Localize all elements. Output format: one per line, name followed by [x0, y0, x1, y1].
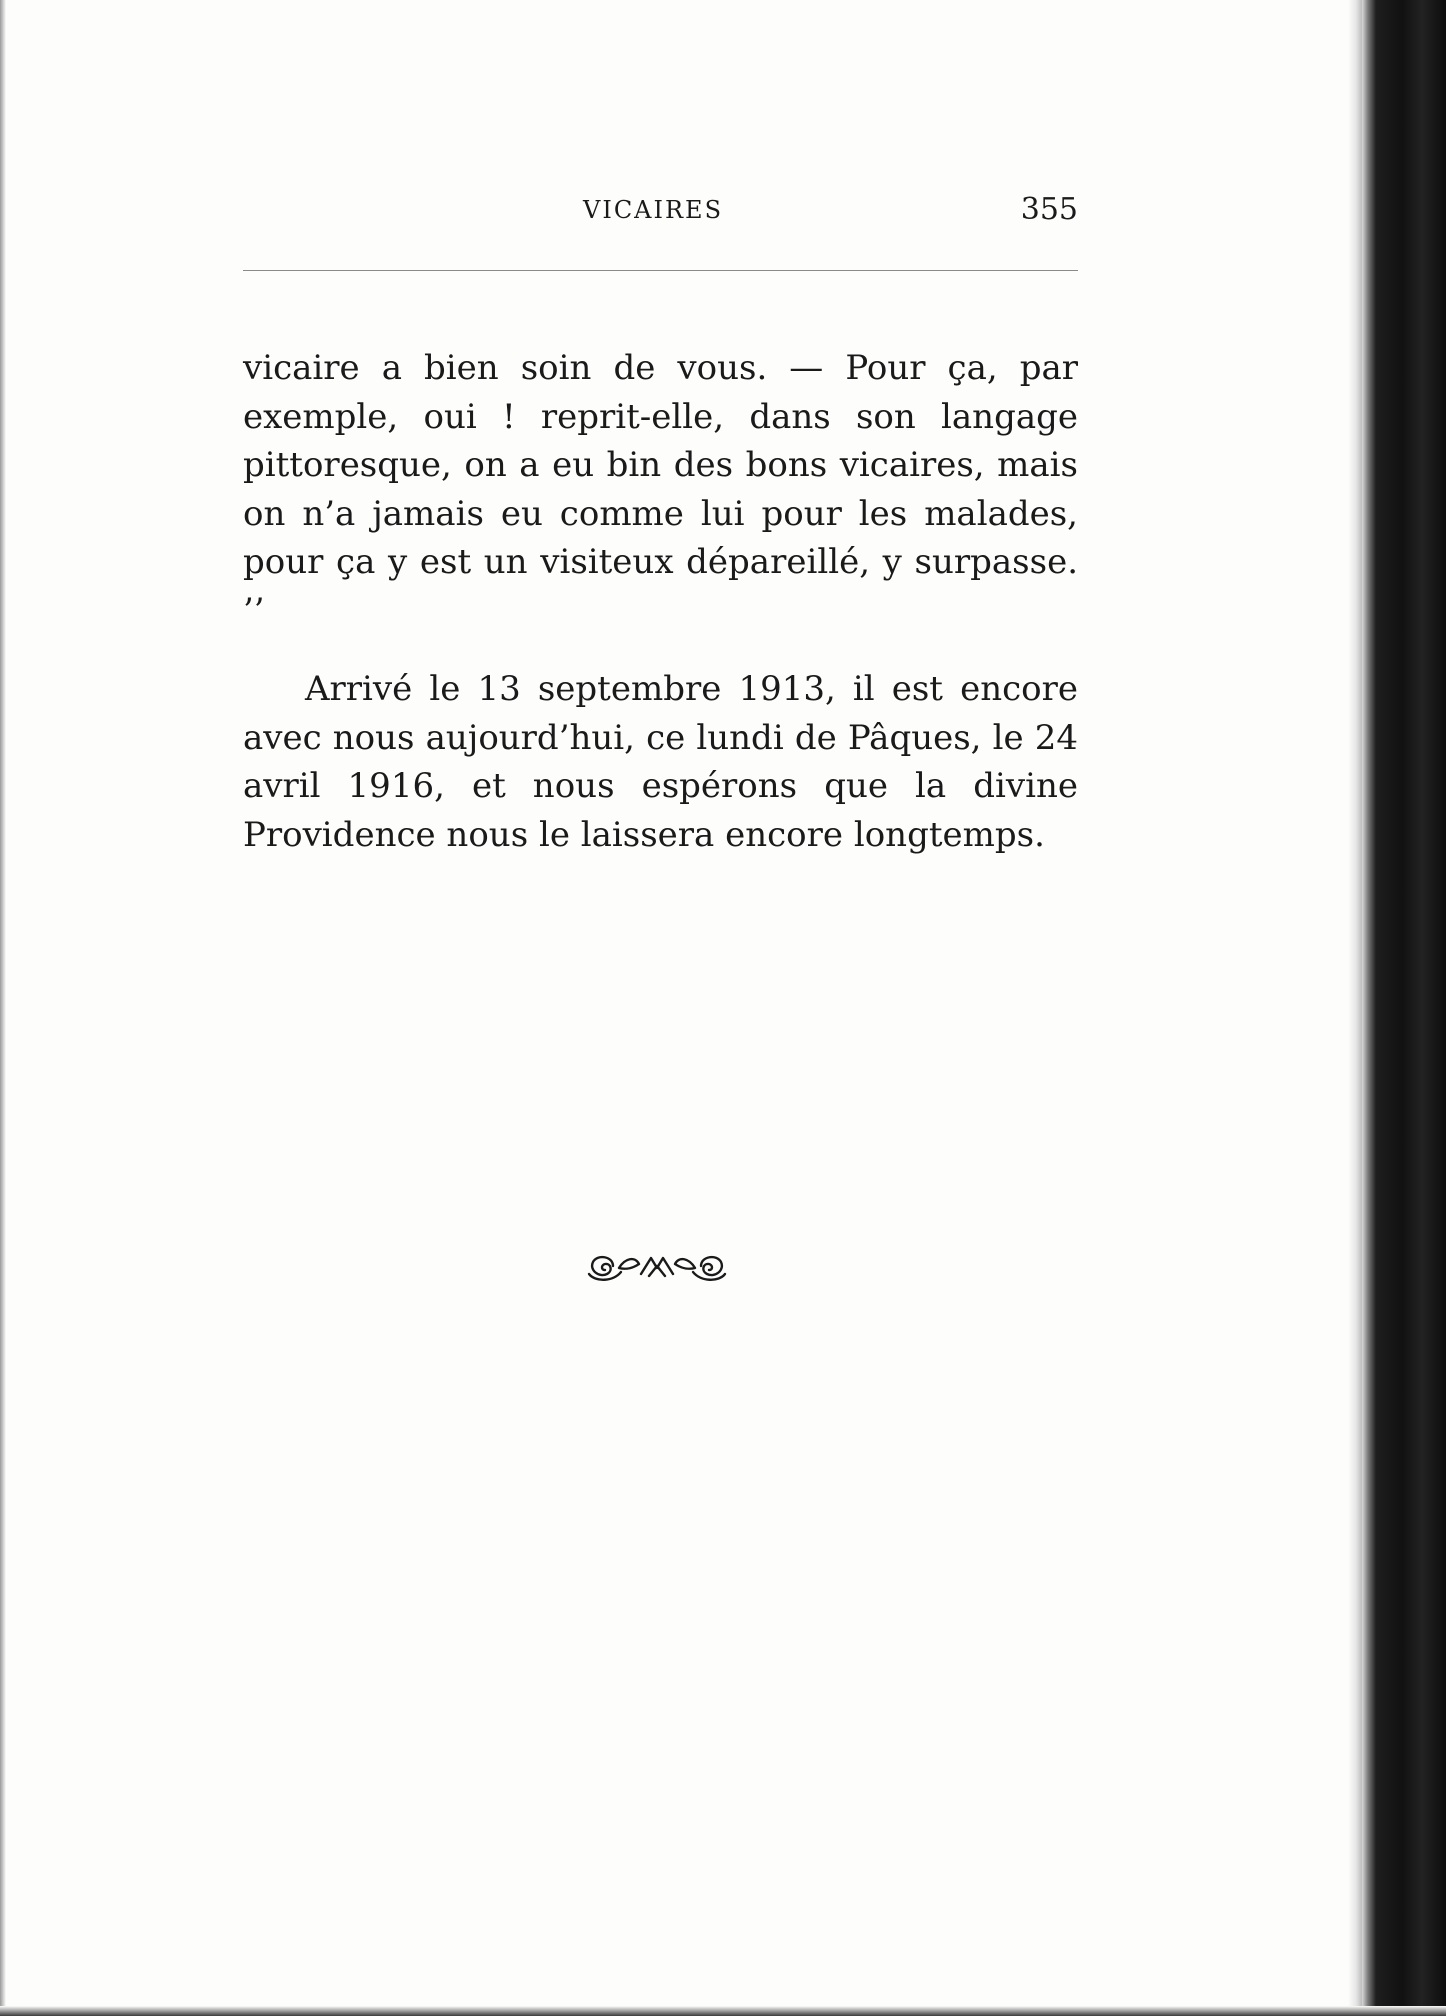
body-text — [243, 344, 1078, 859]
page-number: 355 — [1020, 192, 1078, 227]
running-title: VICAIRES — [583, 196, 724, 224]
running-head — [243, 192, 1078, 236]
page-gutter-shadow — [1348, 0, 1362, 2016]
paragraph-2: Arrivé le 13 septembre 1913, il est encore avec nous aujourd’hui, ce lundi de Pâques, le 24 avril 1916, et nous espérons que la divine Providence nous le laissera encore longtemps. — [243, 669, 1078, 855]
header-rule — [243, 270, 1078, 271]
book-spine — [1362, 0, 1446, 2016]
page-left-edge — [0, 0, 6, 2016]
fleuron-ornament-icon — [583, 1244, 731, 1286]
paragraph-1: vicaire a bien soin de vous. — Pour ça, par exemple, oui ! reprit-elle, dans son langage pittoresque, on a eu bin des bons vicaires, mais on n’a jamais eu comme lui pour les malades, pour ça y est un visiteux dépareillé, y surpasse. ’’ — [243, 348, 1078, 631]
page-bottom-edge — [0, 2006, 1446, 2016]
